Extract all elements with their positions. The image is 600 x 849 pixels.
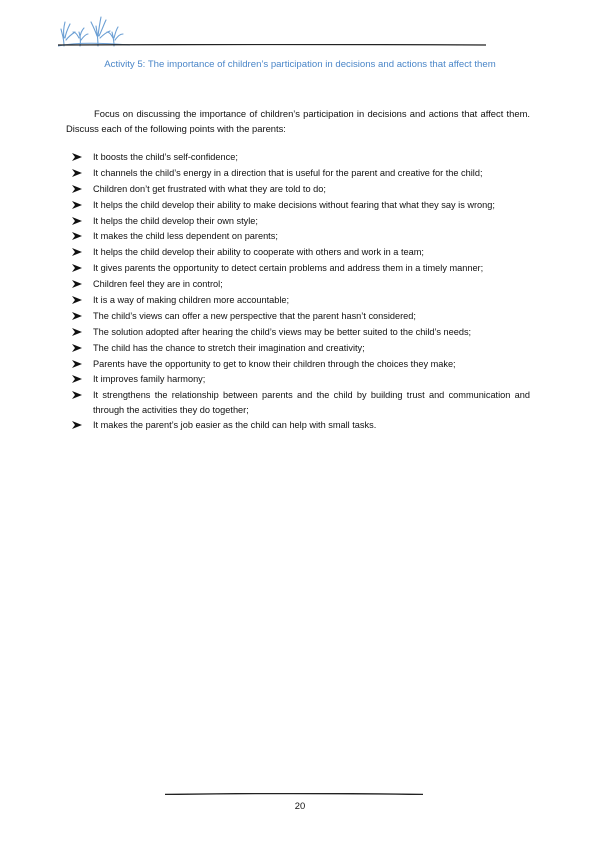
list-item bbox=[72, 166, 530, 180]
arrow-bullet-icon bbox=[72, 296, 82, 304]
list-item bbox=[72, 277, 530, 291]
activity-title: Activity 5: The importance of children’s participation in decisions and actions that affect them bbox=[104, 59, 496, 70]
intro-paragraph: Focus on discussing the importance of children’s participation in decisions and actions that affect them. Discuss each of the following points with the parents: bbox=[66, 108, 530, 134]
list-item-text: It helps the child develop their own style; bbox=[93, 215, 258, 226]
list-item-text: The child has the chance to stretch their imagination and creativity; bbox=[93, 342, 365, 353]
list-item-text: Parents have the opportunity to get to know their children through the choices they make; bbox=[93, 358, 456, 369]
arrow-bullet-icon bbox=[72, 232, 82, 240]
list-item-text: It makes the child less dependent on parents; bbox=[93, 231, 278, 242]
arrow-bullet-icon bbox=[72, 169, 82, 177]
list-item bbox=[72, 229, 530, 243]
list-item-text: It improves family harmony; bbox=[93, 374, 206, 385]
list-item bbox=[72, 245, 530, 259]
arrow-bullet-icon bbox=[72, 185, 82, 193]
arrow-bullet-icon bbox=[72, 217, 82, 225]
list-item-text: It boosts the child’s self-confidence; bbox=[93, 152, 238, 162]
list-item-text: It gives parents the opportunity to detect certain problems and address them in a timely manner; bbox=[93, 263, 484, 274]
list-item bbox=[72, 341, 530, 355]
arrow-bullet-icon bbox=[72, 280, 82, 288]
arrow-bullet-icon bbox=[72, 360, 82, 368]
list-item-text: It helps the child develop their ability to make decisions without fearing that what they say is wrong; bbox=[93, 199, 495, 210]
children-hands-logo-icon bbox=[58, 12, 130, 48]
arrow-bullet-icon bbox=[72, 421, 82, 429]
list-item bbox=[72, 372, 530, 386]
arrow-bullet-icon bbox=[72, 391, 82, 399]
arrow-bullet-icon bbox=[72, 201, 82, 209]
list-item bbox=[72, 198, 530, 212]
list-item bbox=[72, 293, 530, 307]
arrow-bullet-icon bbox=[72, 344, 82, 352]
list-item bbox=[72, 325, 530, 339]
list-item bbox=[72, 388, 530, 416]
arrow-bullet-icon bbox=[72, 328, 82, 336]
list-item-text: It makes the parent’s job easier as the child can help with small tasks. bbox=[93, 420, 377, 431]
list-item bbox=[72, 261, 530, 275]
list-item-text: It strengthens the relationship between parents and the child by building trust and communication and through the activities they do together; bbox=[93, 390, 530, 415]
page-number: 20 bbox=[294, 800, 306, 811]
arrow-bullet-icon bbox=[72, 248, 82, 256]
list-item bbox=[72, 150, 530, 164]
list-item-text: It is a way of making children more accountable; bbox=[93, 295, 290, 306]
list-item-text: Children don’t get frustrated with what they are told to do; bbox=[93, 183, 326, 194]
list-item bbox=[72, 357, 530, 371]
list-item-text: The solution adopted after hearing the child’s views may be better suited to the child’s needs; bbox=[93, 326, 472, 337]
header-divider bbox=[58, 44, 486, 46]
footer-divider bbox=[165, 793, 423, 795]
list-item-text: It helps the child develop their ability to cooperate with others and work in a team; bbox=[93, 247, 424, 258]
arrow-bullet-icon bbox=[72, 153, 82, 161]
list-item bbox=[72, 182, 530, 196]
list-item-text: It channels the child’s energy in a direction that is useful for the parent and creative for the child; bbox=[93, 167, 483, 178]
discussion-points-list bbox=[72, 150, 530, 434]
arrow-bullet-icon bbox=[72, 264, 82, 272]
arrow-bullet-icon bbox=[72, 375, 82, 383]
list-item bbox=[72, 214, 530, 228]
list-item bbox=[72, 309, 530, 323]
list-item bbox=[72, 418, 530, 432]
arrow-bullet-icon bbox=[72, 312, 82, 320]
list-item-text: Children feel they are in control; bbox=[93, 279, 223, 290]
list-item-text: The child’s views can offer a new perspective that the parent hasn’t considered; bbox=[93, 310, 416, 321]
